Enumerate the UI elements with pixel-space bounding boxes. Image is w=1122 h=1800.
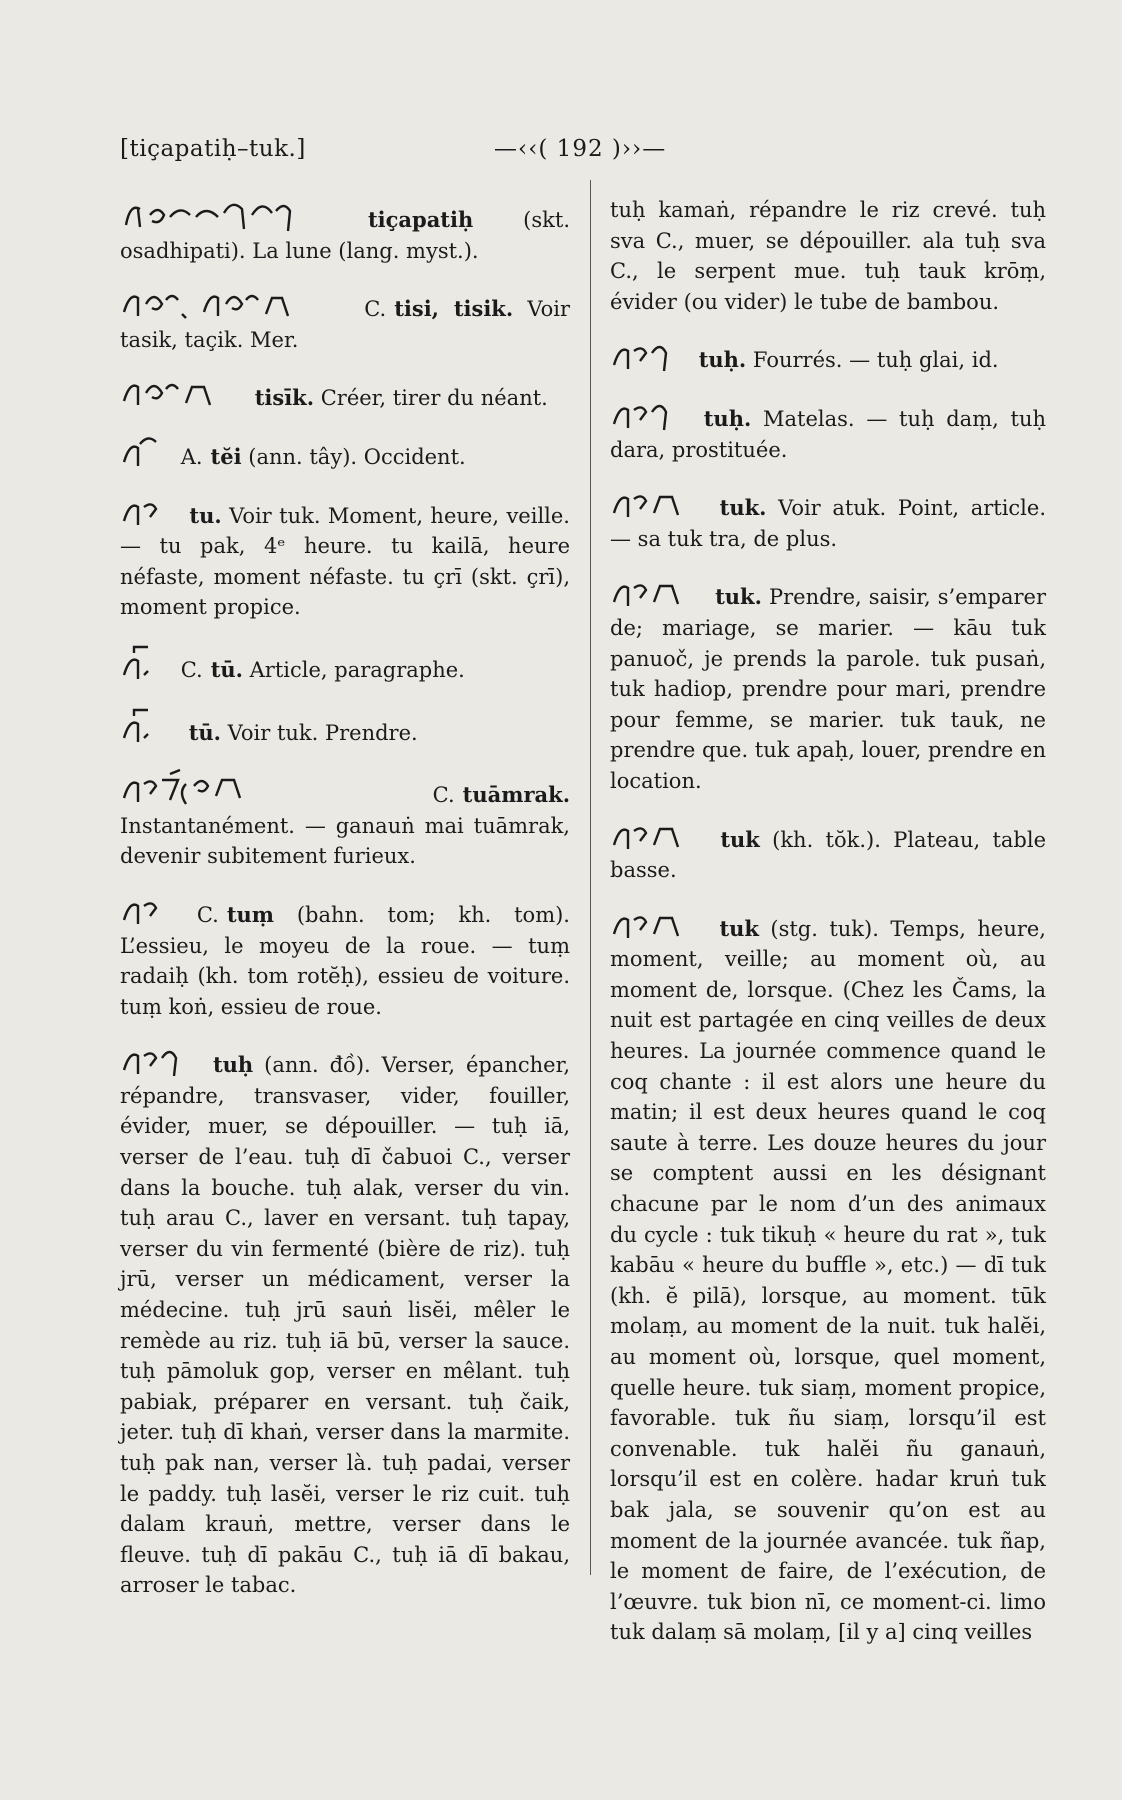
entry-body: Prendre, saisir, s’emparer de; mariage, se marier. — kāu tuk panuoč, je prends la parole. tuk pusaṅ, tuk hadiop, prendre pour mari, prendre pour femme, se marier. tuk tauk, ne prendre que. tuk apaḥ, louer, prendre en location. (610, 585, 1046, 793)
cham-script-glyph-icon (120, 1040, 184, 1080)
entry-tei (120, 432, 570, 473)
running-head-range: [tiçapatiḥ–tuk.] (120, 136, 306, 162)
entry-tisik (120, 373, 570, 414)
entry-body: Créer, tirer du néant. (314, 386, 548, 411)
cham-script-glyph-icon (120, 195, 300, 235)
entry-body: Fourrés. — tuḥ glai, id. (746, 348, 999, 373)
cham-script-glyph-icon (120, 704, 164, 748)
entry-body: Voir tuk. Moment, heure, veille. — tu pak, 4ᵉ heure. tu kailā, heure néfaste, moment néfaste. tu çrī (skt. çrī), moment propice. (120, 503, 570, 620)
entry-body: Voir tuk. Prendre. (220, 720, 418, 745)
cham-script-glyph-icon (120, 373, 230, 413)
entry-tuh-continued (610, 195, 1046, 317)
entry-tum (120, 890, 570, 1022)
entry-body: (ann. tây). Occident. (241, 444, 466, 469)
entry-tuk-plateau (610, 815, 1046, 886)
cham-script-glyph-icon (120, 284, 340, 324)
cham-script-glyph-icon (120, 641, 164, 685)
cham-script-glyph-icon (610, 815, 690, 855)
entry-tuk-temps (610, 904, 1046, 1648)
entry-abbr: C. (196, 902, 219, 927)
entry-headword: tiçapatiḥ (367, 207, 474, 232)
cham-script-glyph-icon (120, 766, 270, 810)
entry-headword: tuk. (719, 495, 767, 521)
entry-headword: tuk (720, 826, 760, 852)
entry-headword: tisi, tisik. (394, 296, 514, 322)
entry-body: Voir atuk. Point, article. — sa tuk tra, de plus. (610, 496, 1046, 551)
entry-tuk-point (610, 483, 1046, 554)
entry-headword: tuk. (715, 584, 762, 610)
entry-body: (skt. osadhipati). La lune (lang. myst.). (120, 208, 570, 263)
entry-tu-article (120, 641, 570, 686)
cham-script-glyph-icon (120, 890, 164, 930)
entry-headword: tuk (719, 915, 759, 941)
entry-headword: tuḥ (212, 1052, 254, 1078)
entry-headword: tisīk. (254, 385, 315, 411)
entry-headword: tu. (189, 502, 222, 528)
entry-abbr: A. (180, 444, 203, 469)
entry-tuamrak (120, 766, 570, 872)
entry-headword: tū. (210, 656, 243, 682)
entry-headword: tuṃ (226, 901, 275, 927)
entry-tuk-prendre (610, 572, 1046, 796)
entry-headword: tuāmrak. (462, 782, 570, 808)
cham-script-glyph-icon (610, 394, 674, 434)
right-column (610, 195, 1046, 1666)
cham-script-glyph-icon (610, 335, 674, 375)
entry-body: Voir tasik, taçik. Mer. (120, 297, 570, 352)
entry-ticapatih (120, 195, 570, 266)
entry-abbr: C. (432, 783, 455, 808)
entry-tuh-matelas (610, 394, 1046, 465)
entry-body: (kh. tŏk.). Plateau, table basse. (610, 827, 1047, 883)
cham-script-glyph-icon (610, 483, 690, 523)
entry-tu-prendre (120, 704, 570, 749)
cham-script-glyph-icon (120, 491, 164, 531)
running-head (120, 136, 1040, 176)
cham-script-glyph-icon (610, 572, 690, 612)
page-number: —‹‹( 192 )››— (494, 136, 667, 162)
entry-body: Article, paragraphe. (242, 657, 465, 682)
entry-body: Matelas. — tuḥ daṃ, tuḥ dara, prostituée. (610, 406, 1047, 462)
entry-headword: tuḥ. (703, 405, 752, 431)
entry-tuh (120, 1040, 570, 1601)
cham-script-glyph-icon (120, 432, 164, 472)
entry-body: (bahn. tom; kh. tom). L’essieu, le moyeu de la roue. — tuṃ radaiḥ (kh. tom rotĕḥ), essieu de voiture. tuṃ koṅ, essieu de roue. (120, 902, 570, 1019)
entry-tisi (120, 284, 570, 355)
entry-headword: tuḥ. (698, 347, 747, 373)
entry-headword: tū. (188, 719, 221, 745)
entry-body: tuḥ kamaṅ, répandre le riz crevé. tuḥ sva C., muer, se dépouiller. ala tuḥ sva C., le serpent mue. tuḥ tauk krōṃ, évider (ou vider) le tube de bambou. (610, 198, 1046, 314)
entry-headword: tĕi (210, 443, 242, 469)
entry-body: (stg. tuk). Temps, heure, moment, veille; au moment où, au moment de, lorsque. (Chez les Čams, la nuit est partagée en cinq veilles de deux heures. La journée commence quand le coq chante : il est alors une heure du matin; il est deux heures quand le coq saute à terre. Les douze heures du jour se comptent aussi en les désignant chacune par le nom d’un des animaux du cycle : tuk tikuḥ « heure du rat », tuk kabāu « heure du buffle », etc.) — dī tuk (kh. ĕ pilā), lorsque, au moment. tūk molaṃ, au moment de la nuit. tuk halĕi, au moment où, lorsque, quel moment, quelle heure. tuk siaṃ, moment propice, favorable. tuk ñu siaṃ, lorsqu’il est convenable. tuk halĕi ñu ganauṅ, lorsqu’il est en colère. hadar kruṅ tuk bak jala, se souvenir qu’on est au moment de la journée avancée. tuk ñap, le moment de faire, de l’exécution, de l’œuvre. tuk bion nī, ce moment-ci. limo tuk dalaṃ sā molaṃ, [il y a] cinq veilles (610, 916, 1046, 1645)
entry-abbr: C. (364, 297, 387, 322)
entry-tu (120, 491, 570, 623)
cham-script-glyph-icon (610, 904, 690, 944)
column-divider (590, 180, 591, 1575)
left-column (120, 195, 570, 1619)
entry-body: (ann. đồ). Verser, épancher, répandre, transvaser, vider, fouiller, évider, muer, se dépouiller. — tuḥ iā, verser de l’eau. tuḥ dī čabuoi C., verser dans la bouche. tuḥ alak, verser du vin. tuḥ arau C., laver en versant. tuḥ tapay, verser du vin fermenté (bière de riz). tuḥ jrū, verser un médicament, verser la médecine. tuḥ jrū sauṅ lisĕi, mêler le remède au riz. tuḥ iā bū, verser la sauce. tuḥ pāmoluk gop, verser en mêlant. tuḥ pabiak, préparer en versant. tuḥ čaik, jeter. tuḥ dī khaṅ, verser dans la marmite. tuḥ pak nan, verser là. tuḥ padai, verser le paddy. tuḥ lasĕi, verser le riz cuit. tuḥ dalam krauṅ, mettre, verser dans le fleuve. tuḥ dī pakāu C., tuḥ iā dī bakau, arroser le tabac. (120, 1053, 570, 1598)
entry-abbr: C. (180, 657, 203, 682)
entry-body: Instantanément. — ganauṅ mai tuāmrak, devenir subitement furieux. (120, 813, 570, 869)
entry-tuh-fourres (610, 335, 1046, 376)
